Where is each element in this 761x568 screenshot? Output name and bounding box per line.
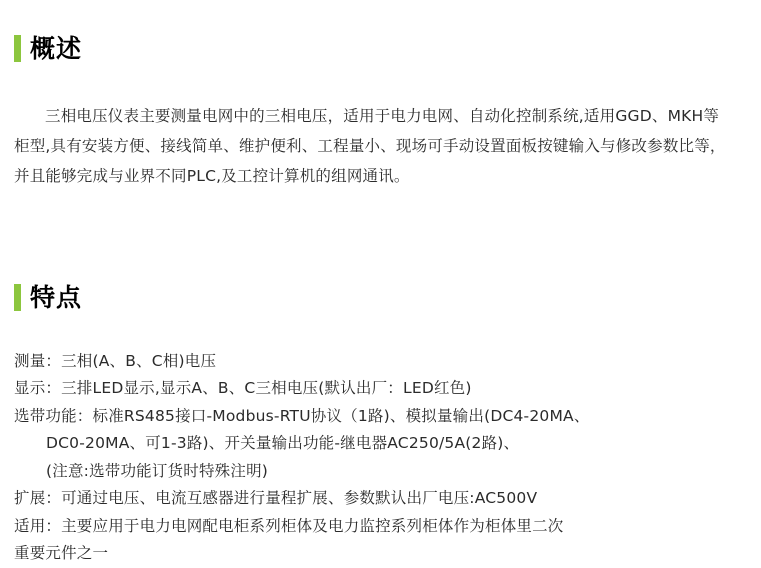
feature-line: DC0-20MA、可1-3路)、开关量输出功能-继电器AC250/5A(2路)、: [46, 434, 520, 452]
features-heading: [14, 263, 747, 332]
overview-paragraph: 三相电压仪表主要测量电网中的三相电压，适用于电力电网、自动化控制系统,适用GGD、MKH等柜型,具有安装方便、接线简单、维护便利、工程量小、现场可手动设置面板按键输入与修改参数比等，并且能够完成与业界不同PLC,及工控计算机的组网通讯。: [14, 106, 726, 185]
accent-bar-icon: [14, 284, 21, 311]
feature-line: 重要元件之一: [14, 544, 109, 562]
features-title: 特点: [30, 282, 83, 312]
feature-line: 扩展：可通过电压、电流互感器进行量程扩展、参数默认出厂电压:AC500V: [14, 489, 538, 507]
overview-title: 概述: [30, 33, 83, 63]
overview-heading: [14, 14, 747, 83]
accent-bar-icon: [14, 35, 21, 62]
overview-section: [14, 14, 747, 206]
feature-line: 测量：三相(A、B、C相)电压: [14, 351, 217, 370]
features-section: [14, 263, 747, 568]
feature-line: 显示：三排LED显示,显示A、B、C三相电压(默认出厂：LED红色): [14, 379, 472, 397]
feature-line: (注意:选带功能订货时特殊注明): [46, 461, 269, 480]
feature-line: 选带功能：标准RS485接口-Modbus-RTU协议（1路)、模拟量输出(DC4-20MA、: [14, 406, 590, 425]
feature-line: 适用：主要应用于电力电网配电柜系列柜体及电力监控系列柜体作为柜体里二次: [14, 516, 564, 535]
